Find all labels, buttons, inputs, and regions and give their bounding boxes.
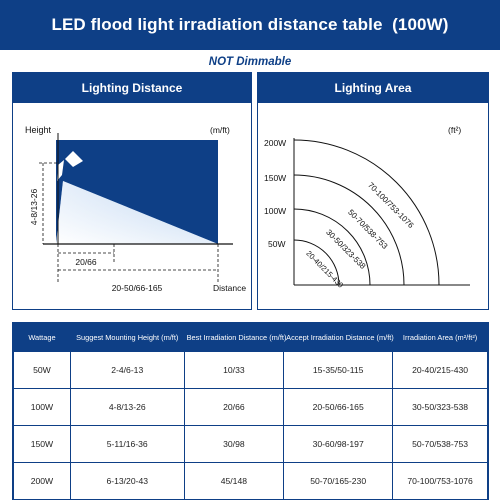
lighting-area-heading: Lighting Area xyxy=(258,73,488,103)
lighting-area-panel xyxy=(257,72,489,310)
table-cell: 30-60/98-197 xyxy=(284,426,393,463)
table-cell: 15-35/50-115 xyxy=(284,352,393,389)
lighting-distance-heading: Lighting Distance xyxy=(13,73,251,103)
table-cell: 50-70/538-753 xyxy=(393,426,488,463)
table-cell: 200W xyxy=(14,463,71,500)
table-row xyxy=(14,389,488,426)
table-cell: 50W xyxy=(14,352,71,389)
height-axis-label: Height xyxy=(25,125,52,135)
wattage-label-50w: 50W xyxy=(268,239,286,249)
column-header-wattage: Wattage xyxy=(14,324,71,352)
table-cell: 20-50/66-165 xyxy=(284,389,393,426)
table-cell: 30/98 xyxy=(184,426,284,463)
column-header-best-distance: Best Irradiation Distance (m/ft) xyxy=(184,324,284,352)
table-cell: 70-100/753-1076 xyxy=(393,463,488,500)
distance-axis-label: Distance xyxy=(213,283,247,293)
table-cell: 100W xyxy=(14,389,71,426)
table-header-row xyxy=(14,324,488,352)
page-title: LED flood light irradiation distance table (100W) xyxy=(51,15,449,34)
table-cell: 2-4/6-13 xyxy=(70,352,184,389)
area-unit-label: (ft²) xyxy=(448,125,462,135)
dimming-note: NOT Dimmable xyxy=(208,56,292,68)
lighting-area-diagram xyxy=(258,103,490,311)
area-label-150w: 50-70/538-753 xyxy=(346,207,390,251)
table-cell: 150W xyxy=(14,426,71,463)
table-cell: 50-70/165-230 xyxy=(284,463,393,500)
area-label-200w: 70-100/753-1076 xyxy=(366,180,416,230)
table-cell: 45/148 xyxy=(184,463,284,500)
table-cell: 30-50/323-538 xyxy=(393,389,488,426)
table-cell: 20/66 xyxy=(184,389,284,426)
best-distance-value: 20/66 xyxy=(75,257,97,267)
area-label-100w: 30-50/323-538 xyxy=(324,227,368,271)
irradiation-table xyxy=(12,322,489,500)
table-row xyxy=(14,463,488,500)
table-cell: 6-13/20-43 xyxy=(70,463,184,500)
column-header-irradiation-area: Irradiation Area (m²/ft²) xyxy=(393,324,488,352)
table-cell: 20-40/215-430 xyxy=(393,352,488,389)
arc-150w xyxy=(294,175,404,285)
distance-unit-label: (m/ft) xyxy=(210,125,230,135)
column-header-mounting-height: Suggest Mounting Height (m/ft) xyxy=(70,324,184,352)
table-row xyxy=(14,426,488,463)
mounting-height-value: 4-8/13-26 xyxy=(29,188,39,226)
table-row xyxy=(14,352,488,389)
wattage-label-100w: 100W xyxy=(264,206,287,216)
wattage-label-200w: 200W xyxy=(264,138,287,148)
table-cell: 4-8/13-26 xyxy=(70,389,184,426)
lighting-distance-panel xyxy=(12,72,252,310)
title-banner xyxy=(0,0,500,50)
lighting-distance-diagram xyxy=(13,103,253,311)
table-cell: 10/33 xyxy=(184,352,284,389)
wattage-label-150w: 150W xyxy=(264,173,287,183)
area-label-50w: 20-40/215-430 xyxy=(304,248,346,290)
accept-distance-value: 20-50/66-165 xyxy=(111,283,163,293)
table-cell: 5-11/16-36 xyxy=(70,426,184,463)
column-header-accept-distance: Accept Irradiation Distance (m/ft) xyxy=(284,324,393,352)
